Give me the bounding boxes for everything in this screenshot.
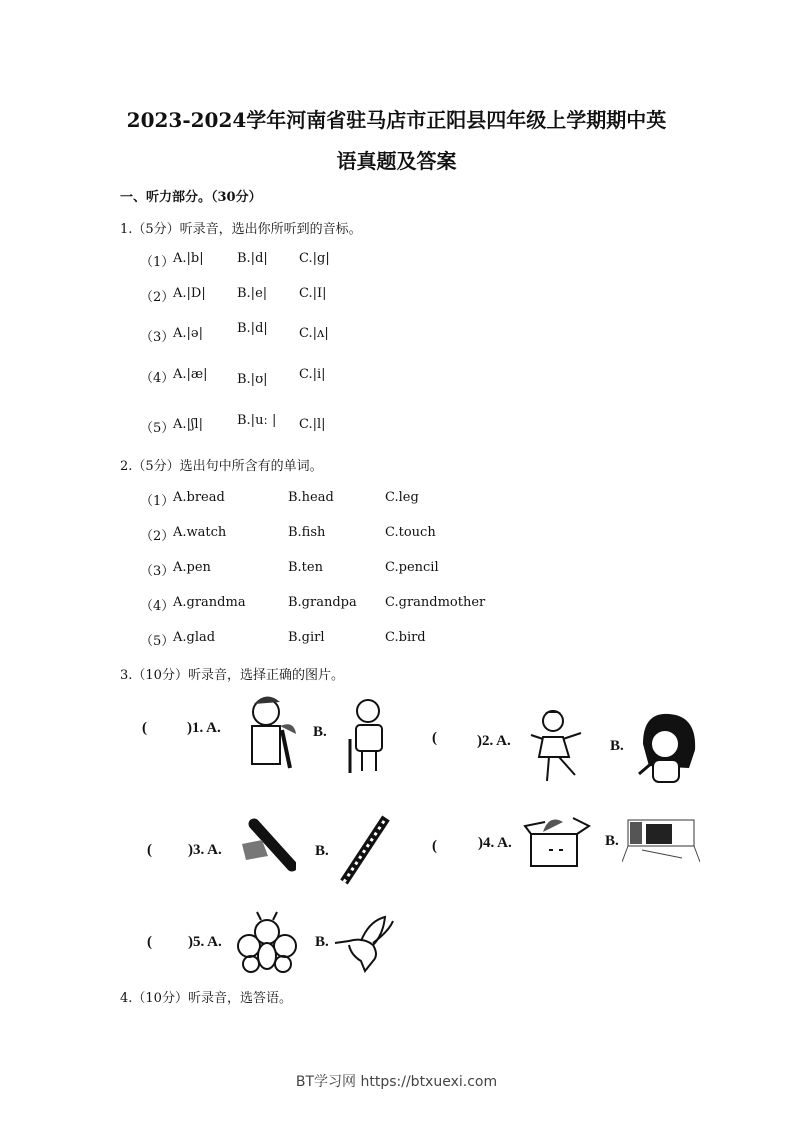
q1-option-b: B.|d|: [237, 251, 268, 266]
q2-option-b: B.girl: [288, 630, 325, 645]
q1-option-c: C.|I|: [299, 286, 327, 301]
item-label: )3. A.: [188, 842, 222, 858]
q2-option-b: B.fish: [288, 525, 326, 540]
q1-option-num: （2）: [140, 290, 175, 305]
knife-image: [240, 818, 296, 874]
q2-option-c: C.leg: [385, 490, 419, 505]
q2-option-c: C.bird: [385, 630, 426, 645]
item-label: )2. A.: [477, 733, 511, 749]
dancing-girl-image: [525, 705, 587, 785]
item-label: )5. A.: [188, 934, 222, 950]
q2-option-c: C.touch: [385, 525, 436, 540]
option-b-label: B.: [610, 738, 624, 754]
q1-option-b: B.|d|: [237, 321, 268, 336]
q1-option-a: A.|D|: [173, 286, 206, 301]
q4-heading: 4.（10分）听录音，选答语。: [120, 991, 292, 1006]
q2-option-num: （2）: [140, 529, 175, 544]
q2-option-a: A.watch: [173, 525, 227, 540]
title-line-1: 2023-2024学年河南省驻马店市正阳县四年级上学期期中英: [126, 108, 667, 132]
option-b-label: B.: [313, 724, 327, 740]
q2-option-b: B.grandpa: [288, 595, 357, 610]
answer-paren: (: [142, 720, 147, 736]
q2-option-num: （4）: [140, 599, 175, 614]
answer-paren: (: [147, 934, 152, 950]
q1-option-num: （4）: [140, 371, 175, 386]
q1-option-b: B.|uː |: [237, 413, 277, 428]
ruler-image: [336, 812, 392, 888]
option-b-label: B.: [315, 843, 329, 859]
q1-option-a: A.|ʃl|: [173, 417, 203, 432]
q1-option-num: （5）: [140, 421, 175, 436]
q1-option-c: C.|i|: [299, 367, 326, 382]
q2-option-a: A.bread: [173, 490, 225, 505]
q1-option-num: （3）: [140, 330, 175, 345]
q1-option-c: C.|l|: [299, 417, 326, 432]
bird-image: [333, 915, 395, 973]
q2-option-b: B.ten: [288, 560, 323, 575]
q2-option-c: C.grandmother: [385, 595, 486, 610]
housekeeper-image: [240, 690, 296, 770]
q1-option-a: A.|ə|: [173, 326, 203, 341]
q1-option-a: A.|æ|: [173, 367, 208, 382]
box-image: [523, 812, 591, 868]
room-image: [622, 810, 700, 864]
option-b-label: B.: [605, 833, 619, 849]
q1-option-c: C.|ʌ|: [299, 326, 329, 341]
item-label: )1. A.: [187, 720, 221, 736]
footer-watermark: BT学习网 https://btxuexi.com: [295, 1074, 498, 1090]
q1-option-a: A.|b|: [173, 251, 204, 266]
q1-option-num: （1）: [140, 255, 175, 270]
option-b-label: B.: [315, 934, 329, 950]
title-line-2: 语真题及答案: [336, 149, 457, 173]
q2-option-b: B.head: [288, 490, 334, 505]
q2-option-a: A.grandma: [173, 595, 246, 610]
q2-heading: 2.（5分）选出句中所含有的单词。: [120, 459, 323, 474]
q2-option-a: A.pen: [173, 560, 211, 575]
answer-paren: (: [432, 730, 437, 746]
singing-girl-image: [633, 710, 701, 790]
q1-heading: 1.（5分）听录音，选出你所听到的音标。: [120, 222, 362, 237]
bee-image: [237, 910, 297, 974]
q1-option-c: C.|g|: [299, 251, 330, 266]
q1-option-b: B.|e|: [237, 286, 268, 301]
q1-option-b: B.|ʊ|: [237, 372, 268, 387]
item-label: )4. A.: [478, 835, 512, 851]
grandpa-image: [342, 695, 390, 773]
q2-option-num: （1）: [140, 494, 175, 509]
q2-option-a: A.glad: [173, 630, 216, 645]
q2-option-num: （5）: [140, 634, 175, 649]
q2-option-num: （3）: [140, 564, 175, 579]
section-heading: 一、听力部分。（30分）: [120, 190, 262, 205]
q3-heading: 3.（10分）听录音，选择正确的图片。: [120, 668, 344, 683]
answer-paren: (: [147, 842, 152, 858]
answer-paren: (: [432, 838, 437, 854]
q2-option-c: C.pencil: [385, 560, 439, 575]
